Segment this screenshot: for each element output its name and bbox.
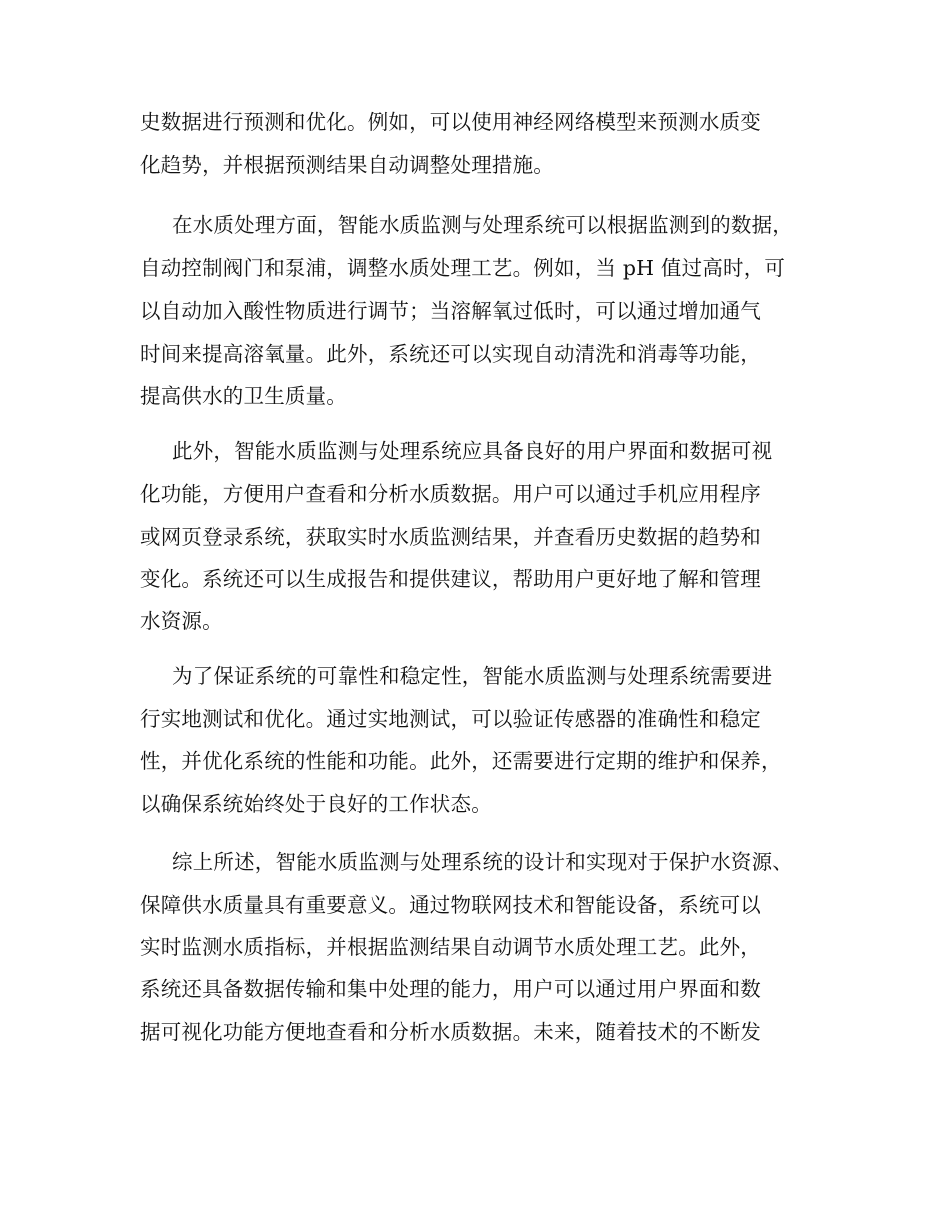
paragraph-5-line-2: 保障供水质量具有重要意义。通过物联网技术和智能设备，系统可以 xyxy=(140,893,761,917)
paragraph-1-line-1: 史数据进行预测和优化。例如，可以使用神经网络模型来预测水质变 xyxy=(140,110,761,134)
paragraph-1-line-2: 化趋势，并根据预测结果自动调整处理措施。 xyxy=(140,153,554,177)
paragraph-5-line-3: 实时监测水质指标，并根据监测结果自动调节水质处理工艺。此外， xyxy=(140,935,761,959)
paragraph-3-line-4: 变化。系统还可以生成报告和提供建议，帮助用户更好地了解和管理 xyxy=(140,567,761,591)
paragraph-5-line-1: 综上所述，智能水质监测与处理系统的设计和实现对于保护水资源、 xyxy=(172,850,793,874)
paragraph-4-line-4: 以确保系统始终处于良好的工作状态。 xyxy=(140,792,492,816)
paragraph-2-line-2: 自动控制阀门和泵浦，调整水质处理工艺。例如，当 pH 值过高时，可 xyxy=(140,256,786,280)
paragraph-4-line-2: 行实地测试和优化。通过实地测试，可以验证传感器的准确性和稳定 xyxy=(140,707,761,731)
paragraph-3-line-3: 或网页登录系统，获取实时水质监测结果，并查看历史数据的趋势和 xyxy=(140,525,761,549)
paragraph-2-line-5: 提高供水的卫生质量。 xyxy=(140,384,347,408)
paragraph-2-line-3: 以自动加入酸性物质进行调节；当溶解氧过低时，可以通过增加通气 xyxy=(140,299,761,323)
paragraph-3-line-2: 化功能，方便用户查看和分析水质数据。用户可以通过手机应用程序 xyxy=(140,482,761,506)
paragraph-2-line-1: 在水质处理方面，智能水质监测与处理系统可以根据监测到的数据， xyxy=(172,213,793,237)
paragraph-4-line-3: 性，并优化系统的性能和功能。此外，还需要进行定期的维护和保养， xyxy=(140,749,782,773)
paragraph-3-line-5: 水资源。 xyxy=(140,609,223,633)
paragraph-5-line-5: 据可视化功能方便地查看和分析水质数据。未来，随着技术的不断发 xyxy=(140,1020,761,1044)
paragraph-3-line-1: 此外，智能水质监测与处理系统应具备良好的用户界面和数据可视 xyxy=(172,439,773,463)
paragraph-5-line-4: 系统还具备数据传输和集中处理的能力，用户可以通过用户界面和数 xyxy=(140,977,761,1001)
paragraph-2-line-4: 时间来提高溶氧量。此外，系统还可以实现自动清洗和消毒等功能， xyxy=(140,342,761,366)
paragraph-4-line-1: 为了保证系统的可靠性和稳定性，智能水质监测与处理系统需要进 xyxy=(172,664,773,688)
